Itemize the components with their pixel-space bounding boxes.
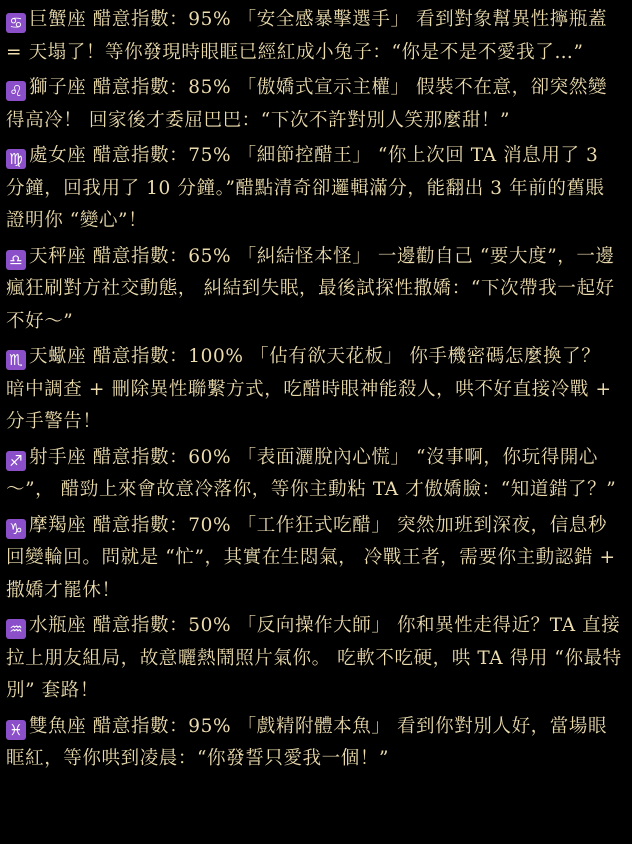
entry-leo (6, 72, 622, 137)
entry-text: 雙魚座 醋意指數：95% 「戲精附體本魚」 看到你對別人好，當場眼眶紅，等你哄到凌晨：“你發誓只愛我一個！” (6, 715, 608, 769)
entry-text: 天蠍座 醋意指數：100% 「佔有欲天花板」 你手機密碼怎麼換了？ 暗中調查 + 刪除異性聯繫方式，吃醋時眼神能殺人，哄不好直接冷戰 + 分手警告！ (6, 346, 612, 432)
capricorn-icon: ♑ (6, 519, 26, 539)
entry-text: 水瓶座 醋意指數：50% 「反向操作大師」 你和異性走得近？TA 直接拉上朋友組局，故意曬熱鬧照片氣你。 吃軟不吃硬，哄 TA 得用 “你最特別” 套路！ (6, 615, 622, 701)
pisces-icon: ♓ (6, 720, 26, 740)
aquarius-icon: ♒ (6, 619, 26, 639)
libra-icon: ♎ (6, 250, 26, 270)
entry-scorpio (6, 341, 622, 439)
entry-aquarius (6, 610, 622, 708)
entry-text: 巨蟹座 醋意指數：95% 「安全感暴擊選手」 看到對象幫異性擰瓶蓋 = 天塌了！等你發現時眼眶已經紅成小兔子：“你是不是不愛我了…” (6, 9, 608, 63)
cancer-icon: ♋ (6, 13, 26, 33)
entry-text: 處女座 醋意指數：75% 「細節控醋王」 “你上次回 TA 消息用了 3 分鐘，回我用了 10 分鐘。”醋點清奇卻邏輯滿分，能翻出 3 年前的舊賬證明你 “變心”！ (6, 145, 605, 231)
entry-pisces (6, 711, 622, 776)
virgo-icon: ♍ (6, 149, 26, 169)
scorpio-icon: ♏ (6, 350, 26, 370)
entry-text: 摩羯座 醋意指數：70% 「工作狂式吃醋」 突然加班到深夜，信息秒回變輪回。問就是 “忙”，其實在生悶氣， 冷戰王者，需要你主動認錯 + 撒嬌才罷休！ (6, 514, 616, 601)
entry-text: 天秤座 醋意指數：65% 「糾結怪本怪」 一邊勸自己 “要大度”，一邊瘋狂刷對方社交動態， 糾結到失眠，最後試探性撒嬌：“下次帶我一起好不好～” (6, 245, 615, 332)
entry-libra (6, 241, 622, 339)
entry-sagittarius (6, 442, 622, 507)
entry-text: 獅子座 醋意指數：85% 「傲嬌式宣示主權」 假裝不在意，卻突然變得高冷！ 回家後才委屈巴巴：“下次不許對別人笑那麼甜！” (6, 77, 608, 131)
entry-virgo (6, 140, 622, 238)
entry-cancer (6, 4, 622, 69)
entry-capricorn (6, 510, 622, 608)
sagittarius-icon: ♐ (6, 451, 26, 471)
leo-icon: ♌ (6, 81, 26, 101)
entry-text: 射手座 醋意指數：60% 「表面灑脫內心慌」 “沒事啊，你玩得開心～”， 醋勁上來會故意冷落你，等你主動粘 TA 才傲嬌臉：“知道錯了？” (6, 446, 617, 500)
